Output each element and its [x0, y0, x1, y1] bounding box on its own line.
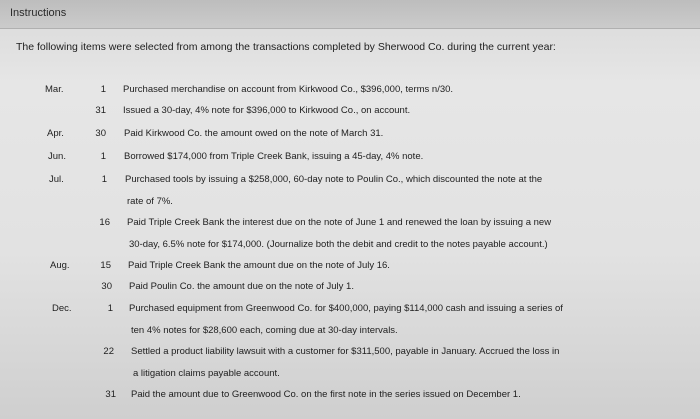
- intro-text: The following items were selected from among the transactions completed by Sherwood Co. during the current year:: [16, 41, 556, 53]
- transaction-day: 15: [100, 260, 111, 271]
- transaction-month: Apr.: [47, 128, 64, 139]
- transaction-day: 31: [105, 389, 116, 400]
- transaction-description: Paid Kirkwood Co. the amount owed on the note of March 31.: [124, 128, 384, 139]
- transaction-description: rate of 7%.: [127, 196, 173, 207]
- transaction-month: Dec.: [52, 303, 72, 314]
- transaction-month: Jul.: [49, 174, 64, 185]
- transaction-description: Borrowed $174,000 from Triple Creek Bank, issuing a 45-day, 4% note.: [124, 151, 424, 162]
- transaction-description: Purchased equipment from Greenwood Co. for $400,000, paying $114,000 cash and issuing a series of: [129, 303, 563, 314]
- transaction-description: Paid Triple Creek Bank the amount due on the note of July 16.: [128, 260, 390, 271]
- transaction-day: 1: [100, 84, 106, 95]
- transaction-description: ten 4% notes for $28,600 each, coming due at 30-day intervals.: [131, 325, 398, 336]
- transaction-day: 16: [99, 217, 110, 228]
- transaction-description: Purchased tools by issuing a $258,000, 60-day note to Poulin Co., which discounted the note at the: [125, 174, 543, 185]
- transaction-day: 1: [100, 151, 106, 162]
- transaction-day: 31: [95, 105, 106, 116]
- transaction-day: 22: [103, 346, 114, 357]
- title-bar: [0, 0, 700, 29]
- transaction-month: Mar.: [45, 84, 64, 95]
- transaction-description: Paid Triple Creek Bank the interest due on the note of June 1 and renewed the loan by issuing a new: [127, 217, 552, 228]
- transaction-day: 1: [107, 303, 113, 314]
- transaction-description: Paid Poulin Co. the amount due on the note of July 1.: [129, 281, 354, 292]
- transaction-description: Settled a product liability lawsuit with a customer for $311,500, payable in January. Accrued the loss in: [131, 346, 560, 357]
- transaction-description: Paid the amount due to Greenwood Co. on the first note in the series issued on December 1.: [131, 389, 521, 400]
- transaction-description: a litigation claims payable account.: [133, 368, 280, 379]
- window-title: Instructions: [10, 7, 67, 19]
- transaction-description: Issued a 30-day, 4% note for $396,000 to Kirkwood Co., on account.: [123, 105, 411, 116]
- transaction-month: Jun.: [48, 151, 66, 162]
- transaction-day: 30: [101, 281, 112, 292]
- transaction-description: 30-day, 6.5% note for $174,000. (Journalize both the debit and credit to the notes payable account.): [129, 239, 548, 250]
- transaction-day: 1: [101, 174, 107, 185]
- transaction-month: Aug.: [50, 260, 70, 271]
- transaction-description: Purchased merchandise on account from Kirkwood Co., $396,000, terms n/30.: [123, 84, 454, 95]
- transaction-day: 30: [95, 128, 106, 139]
